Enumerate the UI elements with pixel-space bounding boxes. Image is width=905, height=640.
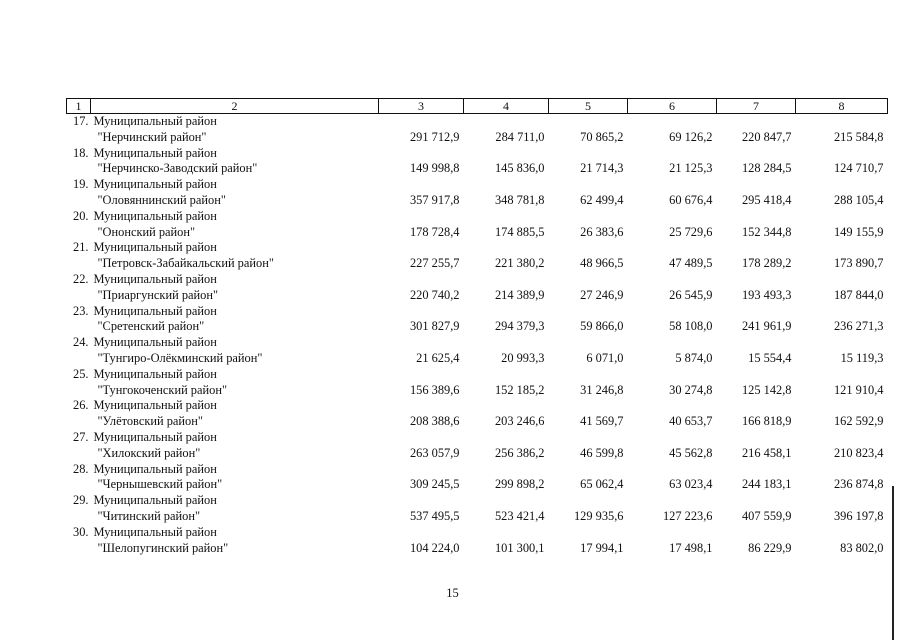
value-cell: 127 223,6: [662, 508, 713, 523]
district-type: Муниципальный район: [93, 398, 217, 413]
district-type: Муниципальный район: [93, 429, 217, 444]
district-name: [91, 304, 379, 336]
district-name: [91, 367, 379, 399]
value-cell: 295 418,4: [741, 192, 792, 207]
value-cell: 309 245,5: [409, 477, 460, 492]
value-cell: 15 554,4: [748, 350, 792, 365]
value-cell: 162 592,9: [833, 414, 884, 429]
table-row: [67, 240, 888, 272]
district-title: "Ононский район": [97, 224, 196, 239]
district-title: "Оловяннинский район": [97, 192, 226, 207]
value-cell: 47 489,5: [669, 256, 713, 271]
value-cell: 215 584,8: [833, 129, 884, 144]
value-cell: 348 781,8: [494, 192, 545, 207]
district-title: "Читинский район": [97, 508, 201, 523]
header-cell: 6: [628, 99, 717, 114]
district-name: [91, 146, 379, 178]
district-name: [91, 398, 379, 430]
district-name: [91, 430, 379, 462]
value-cell: 48 966,5: [580, 256, 624, 271]
value-cell: 41 569,7: [580, 414, 624, 429]
district-type: Муниципальный район: [93, 493, 217, 508]
value-cell: 156 389,6: [409, 382, 460, 397]
value-cell: 62 499,4: [580, 192, 624, 207]
value-cell: 299 898,2: [494, 477, 545, 492]
value-cell: 63 023,4: [669, 477, 713, 492]
district-type: Муниципальный район: [93, 303, 217, 318]
district-type: Муниципальный район: [93, 208, 217, 223]
district-name: [91, 525, 379, 557]
value-cell: 294 379,3: [494, 319, 545, 334]
value-cell: 523 421,4: [494, 508, 545, 523]
district-name: [91, 240, 379, 272]
row-number: 26.: [73, 398, 89, 413]
value-cell: 220 740,2: [409, 287, 460, 302]
value-cell: 25 729,6: [669, 224, 713, 239]
value-cell: 27 246,9: [580, 287, 624, 302]
value-cell: 301 827,9: [409, 319, 460, 334]
district-title: "Петровск-Забайкальский район": [97, 256, 274, 271]
district-title: "Приаргунский район": [97, 287, 219, 302]
table-row: [67, 177, 888, 209]
value-cell: 149 155,9: [833, 224, 884, 239]
district-title: "Хилокский район": [97, 445, 201, 460]
district-name: [91, 493, 379, 525]
district-name: [91, 462, 379, 494]
value-cell: 216 458,1: [741, 445, 792, 460]
value-cell: 227 255,7: [409, 256, 460, 271]
value-cell: 30 274,8: [669, 382, 713, 397]
value-cell: 46 599,8: [580, 445, 624, 460]
district-title: "Тунгиро-Олёкминский район": [97, 350, 263, 365]
value-cell: 60 676,4: [669, 192, 713, 207]
value-cell: 21 714,3: [580, 161, 624, 176]
value-cell: 121 910,4: [833, 382, 884, 397]
district-name: [91, 177, 379, 209]
scan-edge-line: [892, 486, 894, 640]
value-cell: 59 866,0: [580, 319, 624, 334]
value-cell: 357 917,8: [409, 192, 460, 207]
table-row: [67, 367, 888, 399]
value-cell: 6 071,0: [586, 350, 624, 365]
district-title: "Улётовский район": [97, 414, 203, 429]
value-cell: 291 712,9: [409, 129, 460, 144]
district-type: Муниципальный район: [93, 524, 217, 539]
value-cell: 214 389,9: [494, 287, 545, 302]
value-cell: 396 197,8: [833, 508, 884, 523]
value-cell: 124 710,7: [833, 161, 884, 176]
value-cell: 221 380,2: [494, 256, 545, 271]
value-cell: 208 388,6: [409, 414, 460, 429]
value-cell: 17 498,1: [669, 540, 713, 555]
district-title: "Чернышевский район": [97, 477, 223, 492]
value-cell: 58 108,0: [669, 319, 713, 334]
table-row: [67, 146, 888, 178]
district-type: Муниципальный район: [93, 271, 217, 286]
header-cell: 1: [67, 99, 91, 114]
value-cell: 187 844,0: [833, 287, 884, 302]
value-cell: 125 142,8: [741, 382, 792, 397]
district-name: [91, 114, 379, 146]
value-cell: 83 802,0: [840, 540, 884, 555]
table-row: [67, 335, 888, 367]
value-cell: 236 874,8: [833, 477, 884, 492]
value-cell: 203 246,6: [494, 414, 545, 429]
district-type: Муниципальный район: [93, 145, 217, 160]
value-cell: 129 935,6: [573, 508, 624, 523]
value-cell: 26 383,6: [580, 224, 624, 239]
row-number: 25.: [73, 366, 89, 381]
district-type: Муниципальный район: [93, 114, 217, 128]
row-number: 23.: [73, 303, 89, 318]
table-row: [67, 493, 888, 525]
table-row: [67, 209, 888, 241]
value-cell: 149 998,8: [409, 161, 460, 176]
row-number: 19.: [73, 177, 89, 192]
header-cell: 2: [91, 99, 379, 114]
value-cell: 236 271,3: [833, 319, 884, 334]
row-number: 21.: [73, 240, 89, 255]
table-row: [67, 525, 888, 557]
table-body: [67, 114, 888, 557]
table-row: [67, 430, 888, 462]
district-title: "Тунгокоченский район": [97, 382, 228, 397]
district-title: "Нерчинский район": [97, 129, 207, 144]
header-cell: 4: [464, 99, 549, 114]
value-cell: 244 183,1: [741, 477, 792, 492]
header-cell: 3: [379, 99, 464, 114]
district-type: Муниципальный район: [93, 461, 217, 476]
district-title: "Шелопугинский район": [97, 540, 229, 555]
district-type: Муниципальный район: [93, 177, 217, 192]
district-type: Муниципальный район: [93, 335, 217, 350]
row-number: 27.: [73, 429, 89, 444]
value-cell: 178 289,2: [741, 256, 792, 271]
district-name: [91, 209, 379, 241]
value-cell: 5 874,0: [675, 350, 713, 365]
value-cell: 101 300,1: [494, 540, 545, 555]
value-cell: 65 062,4: [580, 477, 624, 492]
value-cell: 40 653,7: [669, 414, 713, 429]
value-cell: 173 890,7: [833, 256, 884, 271]
page-number: 15: [446, 586, 459, 600]
value-cell: 210 823,4: [833, 445, 884, 460]
value-cell: 69 126,2: [669, 129, 713, 144]
value-cell: 152 185,2: [494, 382, 545, 397]
value-cell: 31 246,8: [580, 382, 624, 397]
value-cell: 288 105,4: [833, 192, 884, 207]
value-cell: 21 625,4: [416, 350, 460, 365]
value-cell: 17 994,1: [580, 540, 624, 555]
value-cell: 407 559,9: [741, 508, 792, 523]
row-number: 17.: [73, 114, 89, 128]
value-cell: 284 711,0: [495, 129, 545, 144]
table-row: [67, 398, 888, 430]
row-number: 29.: [73, 493, 89, 508]
value-cell: 152 344,8: [741, 224, 792, 239]
value-cell: 174 885,5: [494, 224, 545, 239]
table-row: [67, 462, 888, 494]
header-cell: 8: [796, 99, 888, 114]
district-name: [91, 272, 379, 304]
value-cell: 178 728,4: [409, 224, 460, 239]
value-cell: 15 119,3: [840, 350, 884, 365]
value-cell: 193 493,3: [741, 287, 792, 302]
value-cell: 166 818,9: [741, 414, 792, 429]
table-row: [67, 272, 888, 304]
value-cell: 26 545,9: [669, 287, 713, 302]
district-type: Муниципальный район: [93, 366, 217, 381]
value-cell: 128 284,5: [741, 161, 792, 176]
district-title: "Сретенский район": [97, 319, 205, 334]
district-type: Муниципальный район: [93, 240, 217, 255]
row-number: 22.: [73, 271, 89, 286]
value-cell: 45 562,8: [669, 445, 713, 460]
table-row: [67, 114, 888, 146]
value-cell: 20 993,3: [501, 350, 545, 365]
value-cell: 256 386,2: [494, 445, 545, 460]
value-cell: 263 057,9: [409, 445, 460, 460]
value-cell: 86 229,9: [748, 540, 792, 555]
header-cell: 5: [549, 99, 628, 114]
budget-table: [66, 98, 888, 556]
row-number: 30.: [73, 524, 89, 539]
table-row: [67, 304, 888, 336]
value-cell: 104 224,0: [409, 540, 460, 555]
value-cell: 145 836,0: [494, 161, 545, 176]
table-header-row: [67, 99, 888, 114]
row-number: 20.: [73, 208, 89, 223]
value-cell: 537 495,5: [409, 508, 460, 523]
value-cell: 241 961,9: [741, 319, 792, 334]
row-number: 24.: [73, 335, 89, 350]
value-cell: 21 125,3: [669, 161, 713, 176]
district-title: "Нерчинско-Заводский район": [97, 161, 258, 176]
row-number: 28.: [73, 461, 89, 476]
district-name: [91, 335, 379, 367]
row-number: 18.: [73, 145, 89, 160]
value-cell: 220 847,7: [741, 129, 792, 144]
header-cell: 7: [717, 99, 796, 114]
value-cell: 70 865,2: [580, 129, 624, 144]
